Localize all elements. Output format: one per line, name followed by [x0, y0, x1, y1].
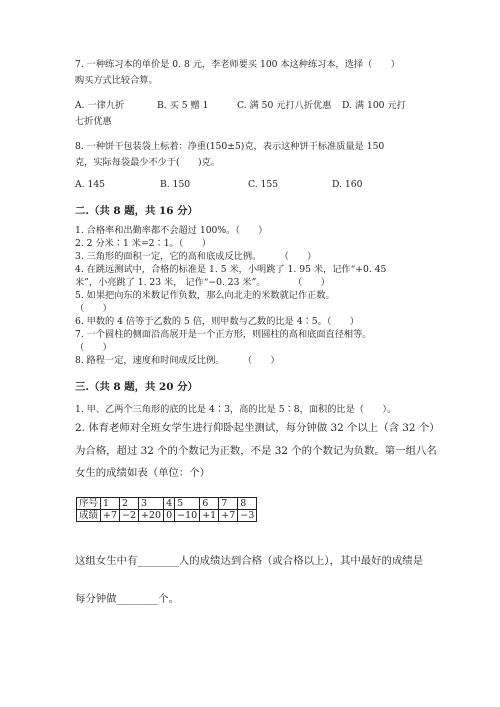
- s3-fill-line2: 每分钟做________个。: [75, 593, 179, 605]
- table-row: [77, 498, 257, 510]
- s2-q1: 1. 合格率和出勤率都不会超过 100%。（ ）: [75, 225, 268, 236]
- table-cell: 5: [175, 498, 200, 510]
- table-cell: 8: [238, 498, 257, 510]
- s2-q5-line1: 5. 如果把向东的米数记作负数，那么向北走的米数就记作正数。: [75, 290, 335, 301]
- section2-title: 二.（共 8 题，共 16 分）: [75, 205, 198, 217]
- table-cell: −10: [175, 510, 200, 522]
- s2-q2: 2. 2 分米∶1 米=2∶1。（ ）: [75, 238, 211, 249]
- q7-option-b: B. 买 5 赠 1: [157, 100, 209, 111]
- s3-q2-line1: 2. 体育老师对全班女学生进行仰卧起坐测试，每分钟做 32 个以上（含 32 个）: [75, 422, 440, 434]
- table-cell: 2: [120, 498, 139, 510]
- q7-option-c: C. 满 50 元打八折优惠: [237, 100, 332, 111]
- q7-option-d-continued: 七折优惠: [75, 116, 112, 127]
- s3-q1: 1. 甲、乙两个三角形的底的比是 4∶3，高的比是 5∶8，面积的比是（ ）。: [75, 404, 397, 415]
- s2-q7-line1: 7. 一个圆柱的侧面沿高展开是一个正方形，则圆柱的高和底面直径相等。: [75, 329, 372, 340]
- table-row-label: 成绩: [77, 510, 101, 522]
- s2-q4-line2: 米”，小亮跳了 1. 23 米， 记作“−0. 23 米”。 （ ）: [75, 277, 330, 288]
- q7-stem-line2: 购买方式比较合算。: [75, 75, 158, 86]
- table-cell: −3: [238, 510, 257, 522]
- table-row-label: 序号: [77, 498, 101, 510]
- table-cell: −2: [120, 510, 139, 522]
- q8-option-a: A. 145: [75, 179, 106, 190]
- table-cell: +1: [200, 510, 219, 522]
- s3-q2-line2: 为合格，超过 32 个的个数记为正数，不是 32 个的个数记为负数。第一组八名: [75, 445, 437, 457]
- q7-option-d: D. 满 100 元打: [342, 100, 406, 111]
- table-cell: 6: [200, 498, 219, 510]
- s2-q6: 6. 甲数的 4 倍等于乙数的 5 倍，则甲数与乙数的比是 4∶5。（ ）: [75, 316, 359, 327]
- table-cell: 0: [164, 510, 175, 522]
- q8-option-d: D. 160: [332, 179, 363, 190]
- s2-q4-line1: 4. 在跳远测试中，合格的标准是 1. 5 米，小明跳了 1. 95 米，记作“+0. 45: [75, 264, 387, 275]
- s2-q3: 3. 三角形的面积一定，它的高和底成反比例。 （ ）: [75, 251, 317, 262]
- table-row: [77, 510, 257, 522]
- q8-stem-line2: 克，实际每袋最少不少于( )克。: [75, 157, 220, 168]
- table-cell: 1: [101, 498, 120, 510]
- table-cell: +20: [139, 510, 164, 522]
- section3-title: 三.（共 8 题，共 20 分）: [75, 381, 198, 393]
- table-cell: 7: [219, 498, 238, 510]
- s2-q7-line2: （ ）: [75, 342, 112, 353]
- table-cell: 4: [164, 498, 175, 510]
- q7-stem-line1: 7. 一种练习本的单价是 0. 8 元，李老师要买 100 本这种练习本，选择（ ）: [75, 59, 400, 70]
- s2-q5-line2: （ ）: [75, 303, 112, 314]
- s3-fill-line1: 这组女生中有________人的成绩达到合格（或合格以上），其中最好的成绩是: [75, 555, 424, 567]
- s3-q2-line3: 女生的成绩如表（单位：个）: [75, 467, 211, 479]
- s2-q8: 8. 路程一定，速度和时间成反比例。 （ ）: [75, 355, 280, 366]
- table-cell: +7: [219, 510, 238, 522]
- table-cell: 3: [139, 498, 164, 510]
- score-table: [76, 497, 257, 522]
- q7-option-a: A. 一律九折: [75, 100, 125, 111]
- q8-stem-line1: 8. 一种饼干包装袋上标着：净重(150±5)克，表示这种饼干标准质量是 150: [75, 141, 385, 152]
- q8-option-b: B. 150: [160, 179, 191, 190]
- table-cell: +7: [101, 510, 120, 522]
- q8-option-c: C. 155: [248, 179, 279, 190]
